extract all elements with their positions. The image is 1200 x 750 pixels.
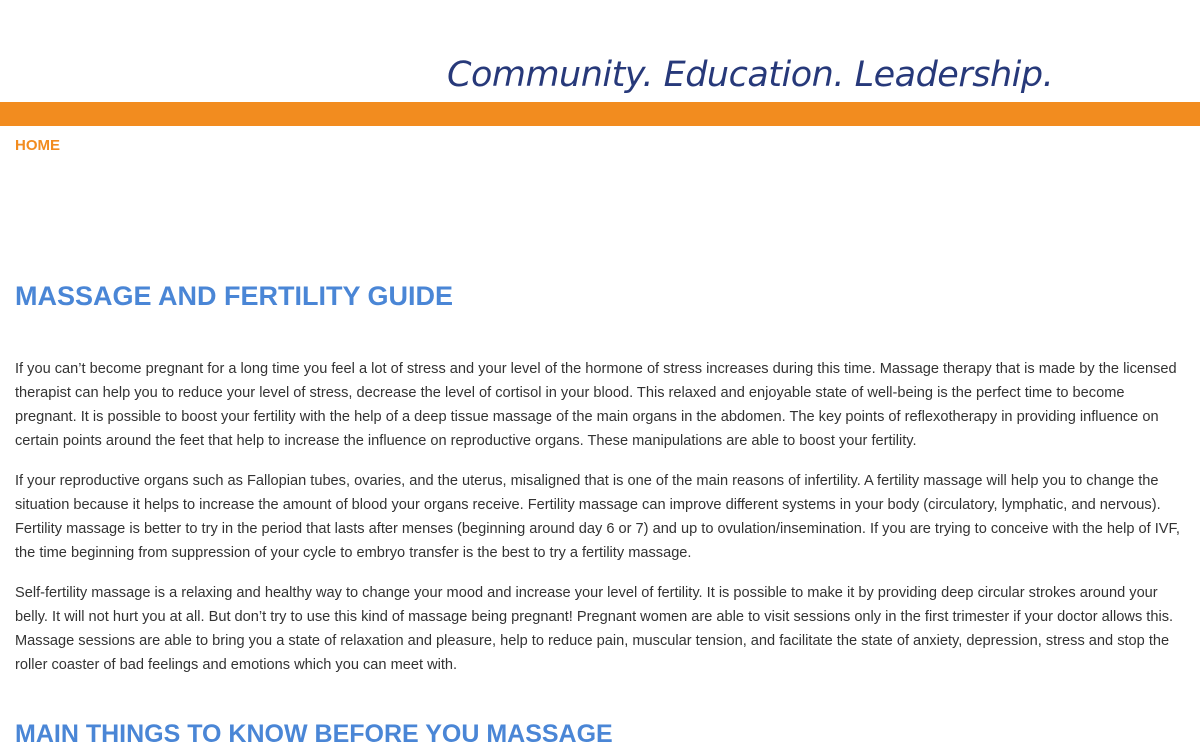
header-accent-bar [0,102,1200,126]
page-title: MASSAGE AND FERTILITY GUIDE [15,281,454,311]
site-header [0,0,1200,102]
article-content [15,278,1187,750]
article-paragraph-1: If you can’t become pregnant for a long time you feel a lot of stress and your level of the hormone of stress increases during this time. Massage therapy that is made by the licensed therapist can help you to reduce your level of stress, decrease the level of cortisol in your blood. This relaxed and enjoyable state of well-being is the perfect time to become pregnant. It is possible to boost your fertility with the help of a deep tissue massage of the main organs in the abdomen. The key points of reflexotherapy in providing influence on certain points around the feet that help to increase the influence on reproductive organs. These manipulations are able to boost your fertility. [15,361,1177,449]
main-navigation [15,137,60,155]
section-heading: MAIN THINGS TO KNOW BEFORE YOU MASSAGE [15,720,613,748]
nav-home-link[interactable]: HOME [15,137,60,154]
site-tagline: Community. Education. Leadership. [447,55,1054,95]
article-paragraph-2: If your reproductive organs such as Fallopian tubes, ovaries, and the uterus, misaligned that is one of the main reasons of infertility. A fertility massage will help you to change the situation because it helps to increase the amount of blood your organs receive. Fertility massage can improve different systems in your body (circulatory, lymphatic, and nervous). Fertility massage is better to try in the period that lasts after menses (beginning around day 6 or 7) and up to ovulation/insemination. If you are trying to conceive with the help of IVF, the time beginning from suppression of your cycle to embryo transfer is the best to try a fertility massage. [15,473,1180,561]
article-paragraph-3: Self-fertility massage is a relaxing and healthy way to change your mood and increase your level of fertility. It is possible to make it by providing deep circular strokes around your belly. It will not hurt you at all. But don’t try to use this kind of massage being pregnant! Pregnant women are able to visit sessions only in the first trimester if your doctor allows this. Massage sessions are able to bring you a state of relaxation and pleasure, help to reduce pain, muscular tension, and facilitate the state of anxiety, depression, stress and stop the roller coaster of bad feelings and emotions which you can meet with. [15,585,1174,673]
